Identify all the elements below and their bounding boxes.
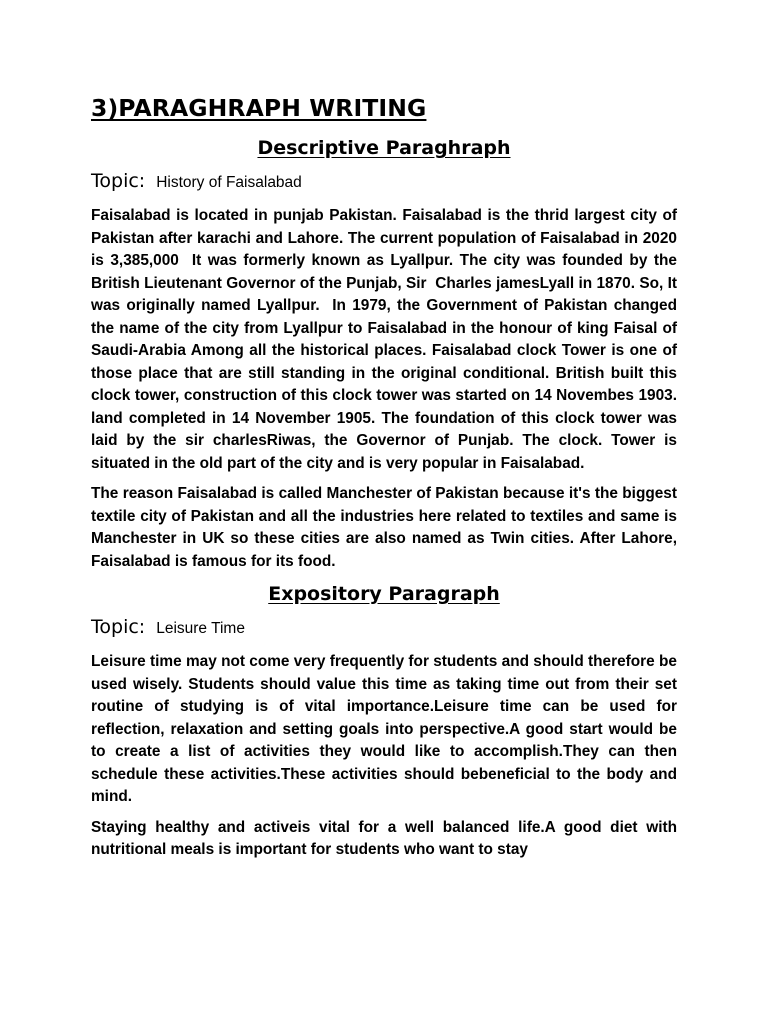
descriptive-section-heading: Descriptive Paraghraph: [257, 137, 511, 159]
document-page: [91, 92, 682, 862]
expository-paragraph-1: Leisure time may not come very frequently for students and should therefore be used wisely. Students should value this time as taking time out from their set routine of studying is of vital importance.Leisure time can be used for reflection, relaxation and setting goals into perspective.A good start would be to create a list of activities they would like to accomplish.They can then schedule these activities.These activities should bebeneficial to the body and mind.: [91, 653, 682, 805]
topic-label: Topic:: [91, 616, 146, 638]
topic-label: Topic:: [91, 170, 146, 192]
expository-topic-line: [91, 614, 677, 642]
topic-value: History of Faisalabad: [156, 174, 302, 191]
descriptive-paragraph-2: The reason Faisalabad is called Manchester of Pakistan because it's the biggest textile city of Pakistan and all the industries here related to textiles and same is Manchester in UK so these cities are also named as Twin cities. After Lahore, Faisalabad is famous for its food.: [91, 485, 682, 570]
topic-value: Leisure Time: [156, 620, 245, 637]
descriptive-paragraph-1: Faisalabad is located in punjab Pakistan. Faisalabad is the thrid largest city of Pakistan after karachi and Lahore. The current population of Faisalabad in 2020 is 3,385,000 It was formerly known as Lyallpur. The city was founded by the British Lieutenant Governor of the Punjab, Sir Charles jamesLyall in 1870. So, It was originally named Lyallpur. In 1979, the Government of Pakistan changed the name of the city from Lyallpur to Faisalabad in the honour of king Faisal of Saudi-Arabia Among all the historical places. Faisalabad clock Tower is one of those place that are still standing in the original conditional. British built this clock tower, construction of this clock tower was started on 14 Novembes 1903. land completed in 14 November 1905. The foundation of this clock tower was laid by the sir charlesRiwas, the Governor of Punjab. The clock. Tower is situated in the old part of the city and is very popular in Faisalabad.: [91, 207, 682, 472]
document-title: 3)PARAGHRAPH WRITING: [91, 94, 427, 122]
expository-section-heading: Expository Paragraph: [268, 583, 500, 605]
descriptive-topic-line: [91, 168, 677, 196]
expository-paragraph-2: Staying healthy and activeis vital for a well balanced life.A good diet with nutritional meals is important for students who want to stay: [91, 818, 682, 858]
